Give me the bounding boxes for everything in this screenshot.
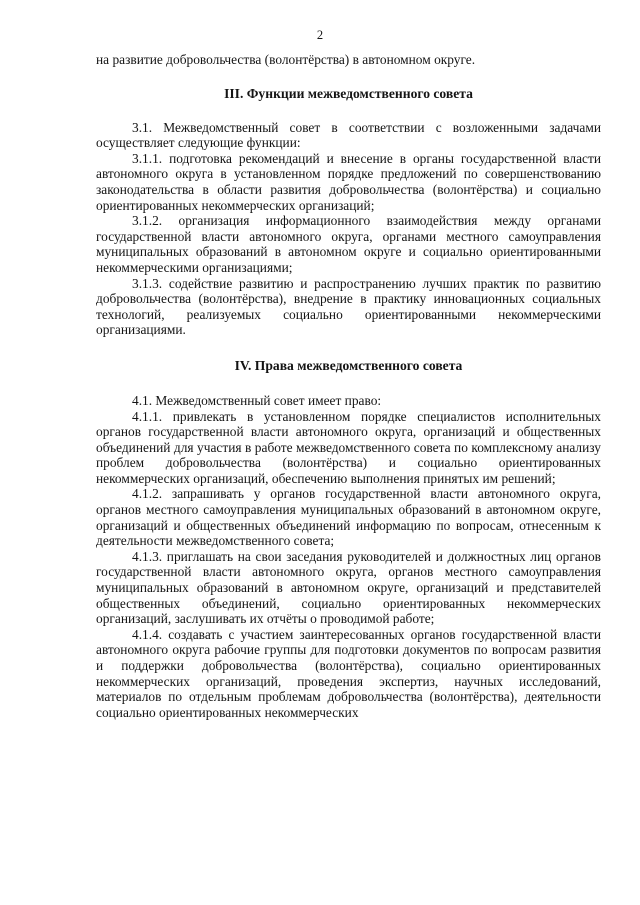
paragraph-3-1-1: 3.1.1. подготовка рекомендаций и внесение в органы государственной власти автономного округа в установленном порядке предложений по совершенствованию законодательства в области развития добровольчества (волонтёрства) и социально ориентированных некоммерческих организаций; <box>96 150 601 213</box>
document-body <box>96 52 601 720</box>
paragraph-3-1: 3.1. Межведомственный совет в соответствии с возложенными задачами осуществляет следующие функции: <box>96 119 601 151</box>
paragraph-4-1-4: 4.1.4. создавать с участием заинтересованных органов государственной власти автономного округа рабочие группы для подготовки документов по вопросам развития и поддержки добровольчества (волонтёрства), социально ориентированных некоммерческих организаций, проведения экспертиз, научных исследований, материалов по отдельным проблемам добровольчества (волонтёрства), деятельности социально ориентированных некоммерческих <box>96 626 601 720</box>
paragraph-4-1-2: 4.1.2. запрашивать у органов государственной власти автономного округа, органов местного самоуправления муниципальных образований в автономном округе, организаций и общественных объединений информацию по вопросам, отнесенным к деятельности межведомственного совета; <box>96 486 601 549</box>
paragraph-3-1-3: 3.1.3. содействие развитию и распространению лучших практик по развитию добровольчества (волонтёрства), внедрение в практику инновационных социальных технологий, реализуемых социально ориентированными некоммерческими организациями. <box>96 275 601 338</box>
section-3-heading: III. Функции межведомственного совета <box>224 85 473 101</box>
paragraph-3-1-2: 3.1.2. организация информационного взаимодействия между органами государственной власти автономного округа, органами местного самоуправления муниципальных образований в автономном округе и социально ориентированными некоммерческими организациями; <box>96 213 601 275</box>
intro-continuation: на развитие добровольчества (волонтёрства) в автономном округе. <box>96 52 476 67</box>
paragraph-4-1-3: 4.1.3. приглашать на свои заседания руководителей и должностных лиц органов государственной власти автономного округа, органов местного самоуправления муниципальных образований в автономном округе, организаций и представителей общественных объединений, социально ориентированных некоммерческих организаций, заслушивать их отчёты о проводимой работе; <box>96 548 601 627</box>
paragraph-4-1: 4.1. Межведомственный совет имеет право: <box>132 392 382 408</box>
section-4-heading: IV. Права межведомственного совета <box>234 357 463 373</box>
section-4-body <box>96 393 601 720</box>
page-number: 2 <box>316 28 324 42</box>
section-3-body <box>96 120 601 338</box>
paragraph-4-1-1: 4.1.1. привлекать в установленном порядке специалистов исполнительных органов государственной власти автономного округа, организаций и общественных объединений для участия в работе межведомственного совета по комплексному анализу проблем добровольчества (волонтёрства) и социально ориентированных некоммерческих организаций, обеспечению выполнения принятых им решений; <box>96 408 601 486</box>
